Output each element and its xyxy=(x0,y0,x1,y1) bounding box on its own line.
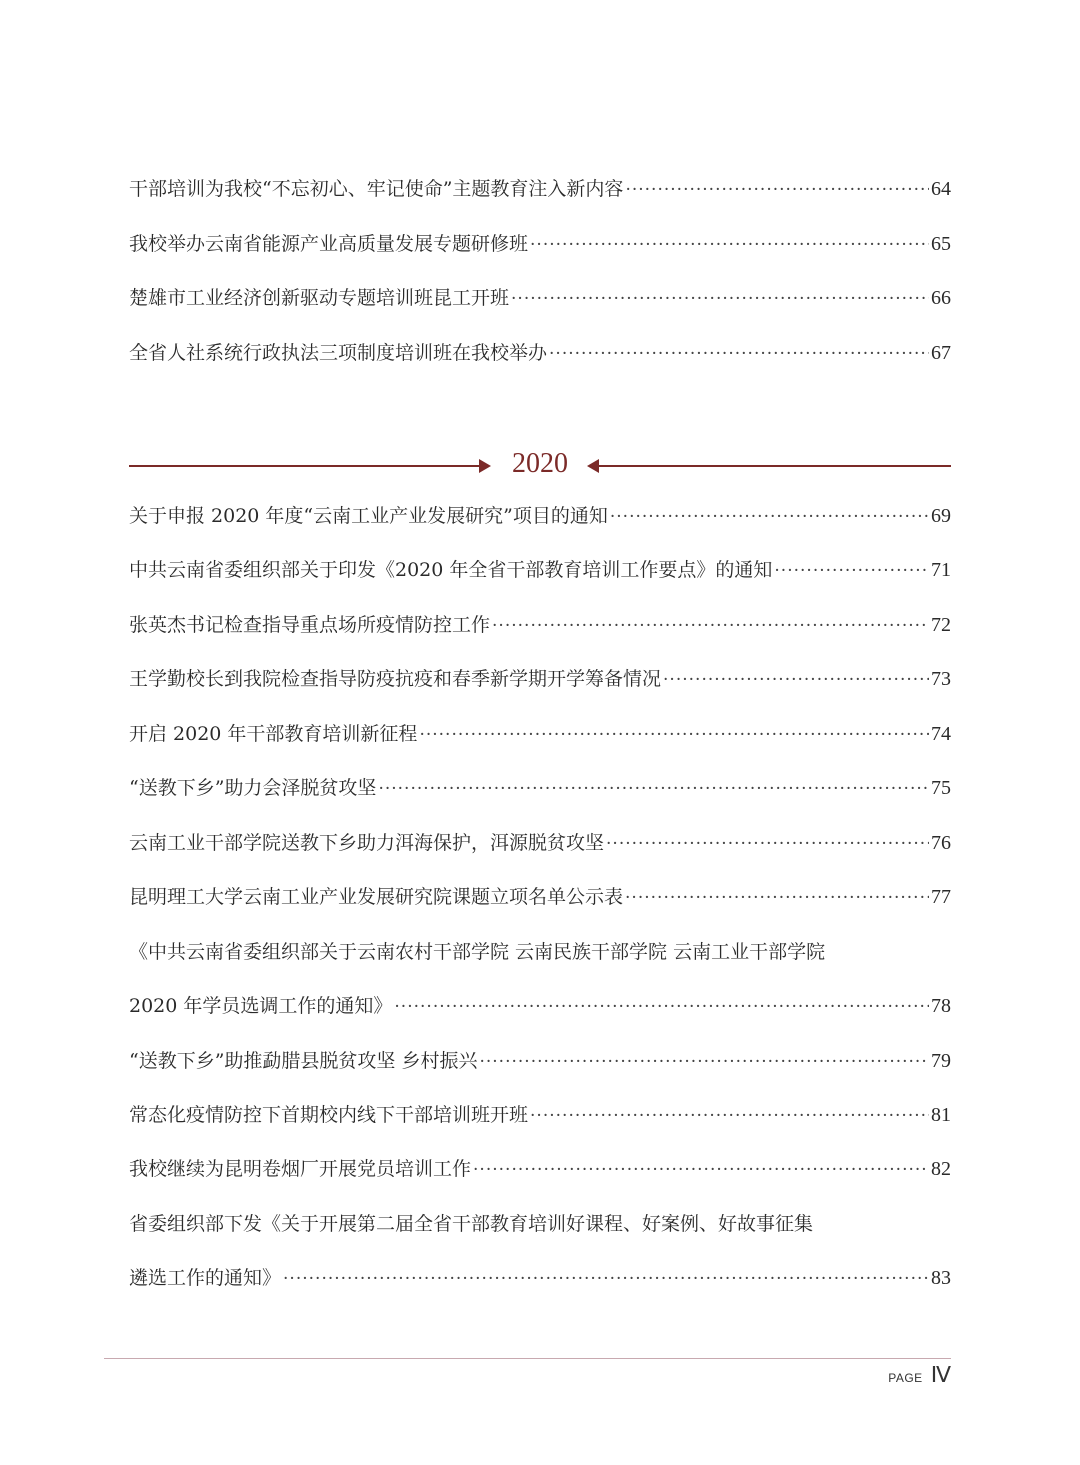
toc-entry-line2[interactable] xyxy=(129,994,951,1018)
toc-entry-title: 楚雄市工业经济创新驱动专题培训班昆工开班 xyxy=(129,287,510,309)
toc-entry-page: 81 xyxy=(931,1104,951,1126)
toc-entry-page: 72 xyxy=(931,614,951,636)
dot-leader xyxy=(378,777,929,801)
toc-entry-title: 张英杰书记检查指导重点场所疫情防控工作 xyxy=(129,614,491,636)
toc-entry-page: 76 xyxy=(931,832,951,854)
year-label: 2020 xyxy=(512,448,568,479)
dot-leader xyxy=(473,1158,929,1182)
toc-entry-title: 《中共云南省委组织部关于云南农村干部学院 云南民族干部学院 云南工业干部学院 xyxy=(129,941,826,963)
dot-leader xyxy=(394,995,929,1019)
toc-entry-title: 关于申报 2020 年度“云南工业产业发展研究”项目的通知 xyxy=(129,505,608,527)
dot-leader xyxy=(774,559,929,583)
toc-entry-title: 2020 年学员选调工作的通知》 xyxy=(129,995,393,1017)
toc-entry-title: 王学勤校长到我院检查指导防疫抗疫和春季新学期开学筹备情况 xyxy=(129,668,662,690)
toc-entry-page: 75 xyxy=(931,777,951,799)
toc-entry[interactable] xyxy=(129,613,951,637)
dot-leader xyxy=(283,1267,929,1291)
toc-entry-page: 74 xyxy=(931,723,951,745)
toc-entry-page: 82 xyxy=(931,1158,951,1180)
toc-entry-line1[interactable] xyxy=(129,1212,951,1236)
dot-leader xyxy=(479,1050,929,1074)
dot-leader xyxy=(419,723,929,747)
dot-leader xyxy=(606,832,929,856)
toc-entry-title: 干部培训为我校“不忘初心、牢记使命”主题教育注入新内容 xyxy=(129,178,624,200)
dot-leader xyxy=(530,233,929,257)
toc-entry[interactable] xyxy=(129,776,951,800)
toc-entry[interactable] xyxy=(129,177,951,201)
toc-entry[interactable] xyxy=(129,722,951,746)
toc-entry-title: “送教下乡”助力会泽脱贫攻坚 xyxy=(129,777,377,799)
toc-entry-title: 遴选工作的通知》 xyxy=(129,1267,282,1289)
toc-entry[interactable] xyxy=(129,341,951,365)
toc-entry-title: 昆明理工大学云南工业产业发展研究院课题立项名单公示表 xyxy=(129,886,624,908)
toc-entry[interactable] xyxy=(129,1049,951,1073)
dot-leader xyxy=(549,342,929,366)
toc-entry-title: “送教下乡”助推勐腊县脱贫攻坚 乡村振兴 xyxy=(129,1050,478,1072)
toc-entry-page: 67 xyxy=(931,342,951,364)
year-section-header xyxy=(129,450,951,482)
dot-leader xyxy=(530,1104,929,1128)
toc-entry-page: 73 xyxy=(931,668,951,690)
dot-leader xyxy=(492,614,929,638)
toc-entry-page: 65 xyxy=(931,233,951,255)
toc-entry-title: 开启 2020 年干部教育培训新征程 xyxy=(129,723,418,745)
toc-entry[interactable] xyxy=(129,232,951,256)
toc-entry[interactable] xyxy=(129,885,951,909)
toc-entry-line2[interactable] xyxy=(129,1266,951,1290)
toc-entry-page: 78 xyxy=(931,995,951,1017)
toc-entry-title: 我校继续为昆明卷烟厂开展党员培训工作 xyxy=(129,1158,472,1180)
toc-entry-page: 79 xyxy=(931,1050,951,1072)
page-footer xyxy=(888,1362,951,1388)
toc-entry-page: 64 xyxy=(931,178,951,200)
toc-entry[interactable] xyxy=(129,558,951,582)
toc-entry-title: 全省人社系统行政执法三项制度培训班在我校举办 xyxy=(129,342,548,364)
toc-entry-page: 69 xyxy=(931,505,951,527)
toc-entry[interactable] xyxy=(129,286,951,310)
toc-entry-page: 71 xyxy=(931,559,951,581)
toc-entry-line1[interactable] xyxy=(129,940,951,964)
arrow-right-icon xyxy=(479,459,491,473)
toc-entry-title: 云南工业干部学院送教下乡助力洱海保护，洱源脱贫攻坚 xyxy=(129,832,605,854)
header-rule-right xyxy=(597,465,951,467)
toc-entry-title: 省委组织部下发《关于开展第二届全省干部教育培训好课程、好案例、好故事征集 xyxy=(129,1213,814,1235)
toc-entry[interactable] xyxy=(129,504,951,528)
dot-leader xyxy=(625,886,929,910)
toc-entry[interactable] xyxy=(129,1103,951,1127)
page-number: Ⅳ xyxy=(930,1362,951,1387)
toc-entry[interactable] xyxy=(129,1157,951,1181)
toc-entry-page: 66 xyxy=(931,287,951,309)
dot-leader xyxy=(663,668,929,692)
page-word: PAGE xyxy=(888,1371,923,1385)
toc-entry-title: 常态化疫情防控下首期校内线下干部培训班开班 xyxy=(129,1104,529,1126)
toc-entry-page: 83 xyxy=(931,1267,951,1289)
footer-rule xyxy=(104,1358,951,1359)
toc-entry-page: 77 xyxy=(931,886,951,908)
toc-entry-title: 中共云南省委组织部关于印发《2020 年全省干部教育培训工作要点》的通知 xyxy=(129,559,773,581)
dot-leader xyxy=(610,505,929,529)
header-rule-left xyxy=(129,465,481,467)
dot-leader xyxy=(625,178,929,202)
toc-entry-title: 我校举办云南省能源产业高质量发展专题研修班 xyxy=(129,233,529,255)
dot-leader xyxy=(511,287,929,311)
toc-entry[interactable] xyxy=(129,831,951,855)
toc-entry[interactable] xyxy=(129,667,951,691)
